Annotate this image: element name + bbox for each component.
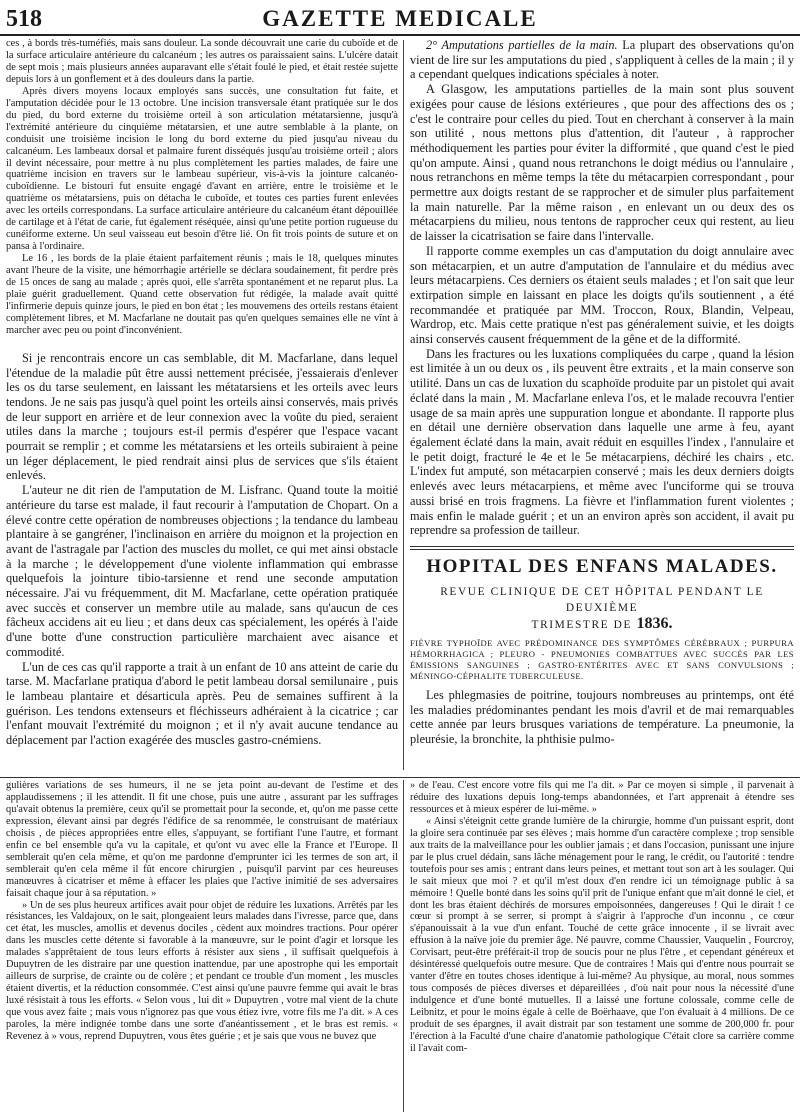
- right-column: [410, 38, 794, 770]
- section-separator: [410, 542, 794, 552]
- review-subtitle: [410, 584, 794, 633]
- article-paragraph: ces , à bords très-tuméfiés, mais sans douleur. La sonde découvrait une carie du cuboïde et de la surface articulaire antérieure du calcanéum ; les autres os paraissaient sains. L'ulcère datait de sept mois ; mais plusieurs années auparavant elle s'était foulé le pied, et était restée sujette depuis lors à un gonflement et à des douleurs dans la partie.: [6, 38, 398, 85]
- left-column: [6, 38, 398, 770]
- column-divider: [403, 780, 404, 1112]
- feuilleton-paragraph: » de l'eau. C'est encore votre fils qui me l'a dit. » Par ce moyen si simple , il parvenait à réduire des luxations depuis long-temps abandonnées, et l'art apprenait à étendre ses ressources et à mieux espérer de lui-même. »: [410, 780, 794, 815]
- feuilleton-paragraph: « Ainsi s'éteignit cette grande lumière de la chirurgie, homme d'un puissant esprit, dont la gloire sera continuée par ses élèves ; mais homme d'un caractère complexe ; trop sensible aux traits de la malveillance pour les oublier jamais ; et dans l'occasion, punissant une injure par le plus cruel dédain, sans lâche ménagement pour le rang, le crédit, ou l'autorité : tendre toutefois pour ses amis ; entrant dans leurs peines, et mettant tout son art à les soulager. Qui le sait mieux que moi ? et qu'il m'est doux d'en rendre ici un témoignage public à sa mémoire ! Quelle bonté dans les soins qu'il prit de l'unique enfant que m'ait donné le ciel, et dont les bras étaient déchirés de morsures empoisonnées, dangereuses ! Qui le dirait ! ce cœur si prompt à se serrer, si prompt à s'aigrir à l'approche d'un inconnu , ce cœur s'épanouissait à la vue d'un enfant. Touché de cette grâce innocente , il se livrait avec effusion à la naïve joie du premier âge. Né pauvre, comme Chaussier, Vauquelin , Fourcroy, Corvisart, peut-être préférait-il trop de soucis pour ne plus l'être , et cependant généreux et désintéressé quelquefois outre mesure. Que de contraires ! Mais qui d'entre nous pourrait se vanter d'être en toutes choses identique à lui-même? Au physique, au moral, nous sommes tous composés de pièces diverses et dépareillées , d'où nait pour nous la nécessité d'une indulgence et d'une bonté mutuelles. Il a laissé une fortune colossale, comme celle de Leibnitz, et pour le moins égale à celle de Boërhaave, que l'on évaluait à 4 millions. De ce produit de ses épargnes, il avait distrait par son testament une somme de 200,000 fr. pour l'érection à la Faculté d'une chaire d'anatomie pathologique C'était clore sa carrière comme il l'avait com-: [410, 815, 794, 1054]
- page-header: [0, 6, 800, 36]
- article-paragraph: Après divers moyens locaux employés sans succès, une consultation fut faite, et l'amputation décidée pour le 13 octobre. Une incision transversale étant pratiquée sur le dos du pied, du bord externe du troisième orteil à son articulation métatarsienne, jusqu'à l'extrémité antérieure du cinquième métatarsien, et une autre semblable à la plante, on conduisit une troisième incision le long du bord externe du pied jusqu'au niveau du calcanéum. Les lambeaux dorsal et palmaire furent disséqués jusqu'au troisième orteil ; alors il devint nécessaire, pour mettre à nu plus complètement les parties malades, de faire une quatrième incision en travers sur le lambeau supérieur, vis-à-vis la jointure calcanéo-cuboïdienne. Le bistouri fut ensuite engagé d'avant en arrière, entre le troisième et le quatrième os métatarsiens, puis on détacha le cuboïde, et toutes ces parties furent enlevées avec les orteils correspondans. La surface articulaire antérieure du calcanéum étant dépouillée de cartilage et à l'état de carie, fut également réséquée, ainsi qu'une petite portion rugueuse du cunéiforme externe. Un seul vaisseau eut besoin d'être lié. On fit trois points de suture et on pansa à l'ordinaire.: [6, 85, 398, 253]
- column-divider: [403, 40, 404, 770]
- feuilleton-right-column: [410, 780, 794, 1112]
- summary-caps: FIÈVRE TYPHOÏDE AVEC PRÉDOMINANCE DES SYMPTÔMES CÉRÉBRAUX ; PURPURA HÉMORRHAGICA ; PLEURO - PNEUMONIES COMBATTUES AVEC SUCCÈS PAR LES ÉMISSIONS SANGUINES ; GASTRO-ENTÉRITES AVEC ET SANS CONVULSIONS ; MÉNINGO-CÉPHALITE TUBERCULEUSE.: [410, 637, 794, 681]
- article-paragraph: L'un de ces cas qu'il rapporte a trait à un enfant de 10 ans atteint de carie du tarse. M. Macfarlane pratiqua d'abord le petit lambeau dorsal semilunaire , puis le lambeau plantaire et désarticula après. Peu de semaines suffirent à la guérison. Les tendons extenseurs et fléchisseurs adhéraient à la cicatrice ; car l'enfant mouvait l'extrémité du moignon ; et il n'y avait aucune tendance au déplacement par l'action exagérée des muscles gastro-cnémiens.: [6, 659, 398, 748]
- article-paragraph: Les phlegmasies de poitrine, toujours nombreuses au printemps, ont été les maladies prédominantes pendant les mois d'avril et de mai remarquables cette année par leurs brusques variations de température. La pneumonie, la pleurésie, la bronchite, la phthisie pulmo-: [410, 687, 794, 747]
- review-year: 1836.: [636, 614, 673, 632]
- article-paragraph: Le 16 , les bords de la plaie étaient parfaitement réunis ; mais le 18, quelques minutes avant l'heure de la visite, une hémorrhagie artérielle se déclara soudainement, fit perdre près de 15 onces de sang au malade ; après quoi, elle s'arrêta spontanément et ne reparut plus. La plaie guérit graduellement. Quand cette observation fut rédigée, la malade avait quitté l'infirmerie depuis quinze jours, le pied en bon état ; les mouvemens des orteils restans étaient complètement libres, et M. Macfarlane ne doutait pas qu'en quelques semaines elle ne vînt à marcher avec peu ou point d'inconvénient.: [6, 253, 398, 336]
- article-paragraph: Il rapporte comme exemples un cas d'amputation du doigt annulaire avec son métacarpien, et un autre d'amputation de l'annulaire et du médius avec leurs métacarpiens. Ces derniers os étaient seuls malades ; et l'on sait que leur extirpation simple en laissant en place les doigts qu'ils soutiennent , a été recommandée et pratiquée par MM. Troccon, Roux, Blandin, Velpeau, Wardrop, etc. Mais cette pratique n'est pas généralement suivie, et les doigts ainsi conservés causent fréquemment de la gêne et de la difformité.: [410, 243, 794, 347]
- section-lead-text: La plupart des observations qu'on vient de lire sur les amputations du pied , s'appliquent à celles de la main ; il y a cependant quelques indications spéciales à noter.: [410, 38, 794, 82]
- article-paragraph: L'auteur ne dit rien de l'amputation de M. Lisfranc. Quand toute la moitié antérieure du tarse est malade, il faut recourir à l'amputation de Chopart. On a élevé contre cette opération de nombreuses objections ; la tendance du lambeau plantaire à se gangréner, l'inclinaison en arrière du moignon et la projection en avant de l'astragale par l'action des muscles du mollet, ce qui met ainsi obstacle à la marche ; le développement d'une violente inflammation qui embrasse quelquefois la jointure tibio-tarsienne et rend une seconde amputation nécessaire. J'ai vu fréquemment, dit M. Macfarlane, cette opération pratiquée avec succès et conserver un membre utile au malade, sans qu'aucun de ces fâcheux accidens ait eu lieu ; et dans deux cas spécialement, les opérés à l'aide d'une botte d'une construction particulière marchaient avec aisance et commodité.: [6, 483, 398, 659]
- review-subtitle-line1: REVUE CLINIQUE DE CET HÔPITAL PENDANT LE DEUXIÈME: [440, 585, 764, 614]
- page-number: 518: [6, 6, 42, 32]
- feuilleton-paragraph: » Un de ses plus heureux artifices avait pour objet de réduire les luxations. Arrêtés par les résistances, les Valdajoux, on le sait, plongeaient leurs malades dans l'ivresse, parce que, dans cet état, les muscles, amollis et devenus dociles , cèdent aux moindres tractions. Pour opérer dans les muscles cette détente si favorable à la manœuvre, sur le point d'agir et lorsque les malades s'apprêtaient de tous leurs efforts à résister aux siens , il suffisait quelquefois à Dupuytren de les distraire par une question inattendue, par une apostrophe qui les emportait ailleurs de surprise, de crainte ou de colère ; et pendant ce trouble d'un moment , les muscles étaient divertis, et la réduction consommée. C'est ainsi qu'une pauvre femme qui avait le bras luxé résistait à tous les efforts. « Selon vous , lui dit » Dupuytren , votre mal vient de la chute que vous avez faite ; mais vous n'ignorez pas que vous étiez ivre, votre fils me l'a dit. » A ces paroles, la mère indignée tombe dans une sorte d'anéantissement , et le bras est remis. « Revenez à » vous, reprend Dupuytren, vous êtes guérie ; et je sais que vous ne buvez que: [6, 899, 398, 1043]
- article-paragraph: A Glasgow, les amputations partielles de la main sont plus souvent exigées pour cause de lésions extérieures , que pour des affections des os ; c'est le contraire pour celles du pied. Tout en cherchant à conserver à la main son utilité , nous mettons plus d'attention, dit l'auteur , à rapprocher méthodiquement les parties pour éviter la difformité , que quand c'est le pied qu'on ampute. Ainsi , quand nous retranchons le doigt médius ou l'annulaire , nous retranchons en même temps la tête du métacarpien correspondant , pour permettre aux doigts restant de se rapprocher et de simuler plus parfaitement la main naturelle. Par la même raison , en enlevant un ou deux des os métacarpiens du milieu, nous tentons de rapprocher ceux qui restent, au lieu de laisser la cicatrisation se faire dans l'intervalle.: [410, 82, 794, 244]
- article-paragraph: Si je rencontrais encore un cas semblable, dit M. Macfarlane, dans lequel l'étendue de la maladie pût être aussi nettement précisée, j'essaierais d'enlever les os du tarse seulement, en laissant les métatarsiens et les orteils avec leurs tendons. Je ne sais pas jusqu'à quel point les orteils ainsi conservés, mais privés de leur support en arrière et de leur connexion avec la voûte du pied, seraient utiles dans la marche ; toujours est-il permis d'espérer que l'espace vacant pourrait se remplir ; et comme les métatarsiens et les orteils subiraient à peine un léger déplacement, le pied rendrait ainsi plus de services que s'ils étaient enlevés.: [6, 350, 398, 483]
- masthead-title: GAZETTE MEDICALE: [262, 6, 538, 31]
- hospital-section-title: HOPITAL DES ENFANS MALADES.: [426, 555, 778, 577]
- review-subtitle-line2: TRIMESTRE DE 1836.: [531, 614, 673, 632]
- section-lead-paragraph: [410, 38, 794, 82]
- feuilleton-rule: [0, 777, 800, 778]
- section-lead-title: 2° Amputations partielles de la main.: [426, 38, 618, 52]
- feuilleton-paragraph: gulières variations de ses humeurs, il ne se jeta point au-devant de l'estime et des applaudissemens ; il les attendit. Il fit une chose, puis une autre , assurant par les suffrages qu'avait obtenus la première, ceux qu'il se promettait pour la seconde, et, qu'on me passe cette expression, élevant ainsi par degrés l'édifice de sa renommée, le construisant de matériaux choisis , de pièces appropriées entre elles, s'appuyant, se fortifiant l'une l'autre, et formant enfin ce bel ensemble qu'a vu la capitale, et qu'ont vu avec elle la France et l'Europe. Il semblerait qu'en cela même, et qu'on me pardonne d'emprunter ici les termes de son art, il semblerait qu'en cela même il fût encore chirurgien , puisqu'il parvint par ces heureuses manœuvres à cicatriser et même à effacer les plaies que l'active inimitié de ses adversaires faisait chaque jour à sa réputation. »: [6, 780, 398, 899]
- article-paragraph: Dans les fractures ou les luxations compliquées du carpe , quand la lésion est limitée à un ou deux os , ils peuvent être extraits , et la main conserve son utilité. Dans un cas de luxation du scaphoïde produite par un pistolet qui avait éclaté dans la main , M. Macfarlane enleva l'os, et le malade recouvra l'entier usage de sa main après une suppuration longue et abondante. Il rapporte plus en détail une dernière observation dans laquelle une arme à feu, ayant également éclaté dans la main, avait réduit en esquilles l'index , l'annulaire et le petit doigt, fracturé le 4e et le 5e métacarpiens, déchiré les chairs , etc. L'index fut amputé, son métacarpien conservé ; mais les deux derniers doigts enlevés avec leurs métacarpiens, et même avec l'unciforme qui se trouva aussi brisé en trois fragmens. La fièvre et l'inflammation furent violentes ; mais enfin le malade guérit ; et un an environ après son accident, il avait pu reprendre sa profession de tailleur.: [410, 346, 794, 538]
- feuilleton-left-column: [6, 780, 398, 1112]
